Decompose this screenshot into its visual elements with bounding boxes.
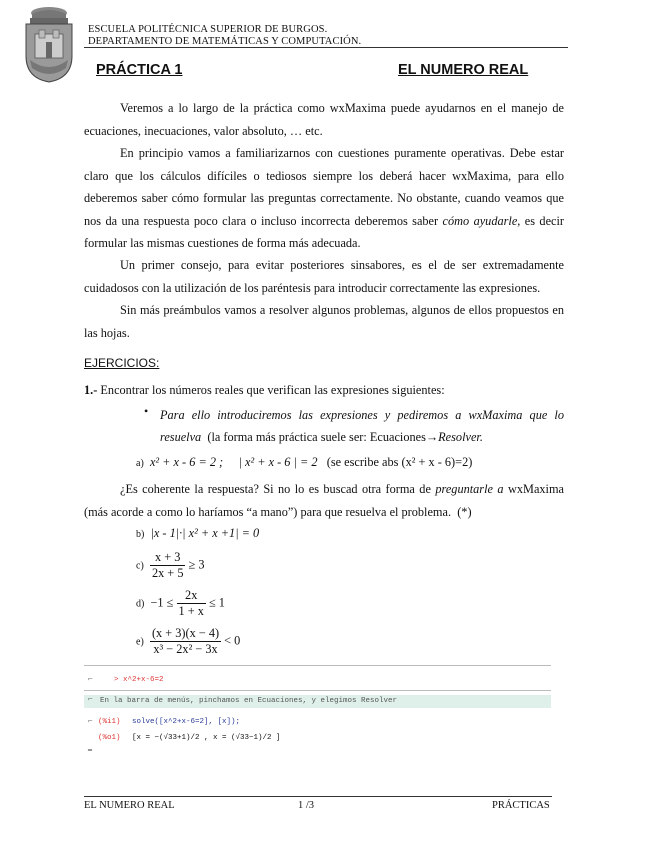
- topic-title: EL NUMERO REAL: [398, 62, 529, 78]
- wx-input-label: (%i1): [98, 718, 121, 726]
- header-department: DEPARTAMENTO DE MATEMÁTICAS Y COMPUTACIÓN.: [88, 36, 362, 47]
- cursor-mark-icon: ‗: [88, 742, 92, 751]
- wx-output-label: (%o1): [98, 734, 121, 742]
- practice-title: PRÁCTICA 1: [96, 62, 183, 78]
- bullet-instruction: Para ello introduciremos las expresiones y pediremos a wxMaxima que lo resuelva (la forma más práctica suele ser: Ecuaciones→Resolver.: [160, 408, 564, 444]
- emphasis-como-ayudarle: cómo ayudarle: [442, 213, 518, 228]
- paragraph-intro: Veremos a lo largo de la práctica como wxMaxima puede ayudarnos en el manejo de ecuaciones, inecuaciones, valor absoluto, … etc.: [84, 101, 564, 138]
- footer-rule: [84, 796, 552, 797]
- wx-top-rule: [84, 665, 551, 666]
- paragraph-operational: En principio vamos a familiarizarnos con cuestiones puramente operativas. Debe estar claro que los cálculos difíciles o tediosos siempre los deberá hacer wxMaxima, para ello deberemos saber cómo formular las preguntas correctamente. No obstante, cuando veamos que nos da una respuesta poco clara o incluso incorrecta deberemos saber cómo ayudarle, es decir formular las mismas cuestiones de forma más adecuada.: [84, 146, 565, 250]
- item-e: e) $\frac{(x + 3)(x - 4)}{\text{x³ − 2x² − 3x}}$ < 0: [136, 626, 241, 656]
- footer-left: EL NUMERO REAL: [84, 800, 175, 811]
- cell-bracket-icon: ⌐: [88, 716, 93, 725]
- header-school: ESCUELA POLITÉCNICA SUPERIOR DE BURGOS.: [88, 24, 328, 35]
- wx-input-line: > x^2+x-6=2: [114, 676, 164, 684]
- cell-bracket-icon: ⌐: [88, 674, 93, 683]
- footer-right: PRÁCTICAS: [492, 800, 550, 811]
- paragraph-coherent: ¿Es coherente la respuesta? Si no lo es buscad otra forma de preguntarle a wxMaxima (más acorde a como lo haríamos “a mano”) para que resuelva el problema. (*): [84, 482, 564, 519]
- paragraph-preamble: Sin más preámbulos vamos a resolver algunos problemas, algunos de ellos propuestos en las hojas.: [84, 303, 564, 340]
- paragraph-advice: Un primer consejo, para evitar posteriores sinsabores, es el de ser extremadamente cuidadosos con la utilización de los paréntesis para introducir correctamente las expresiones.: [84, 258, 564, 295]
- exercise-1-statement: 1.- Encontrar los números reales que verifican las expresiones siguientes:: [84, 383, 445, 397]
- wxmaxima-session-screenshot: [84, 664, 551, 754]
- item-c: c) $\frac{x + 3}{2x + 5}$ ≥ 3: [136, 550, 205, 580]
- wx-separator: [84, 690, 551, 691]
- wx-output-value: [x = −(√33+1)/2 , x = (√33−1)/2 ]: [132, 734, 281, 742]
- footer-page-number: 1 /3: [298, 800, 315, 811]
- wx-input-command: solve([x^2+x-6=2], [x]);: [132, 718, 241, 726]
- wx-comment-text: En la barra de menús, pinchamos en Ecuaciones, y elegimos Resolver: [100, 697, 398, 705]
- arrow-icon: →: [425, 430, 439, 444]
- exercise-number: 1.-: [84, 383, 98, 397]
- item-d: d) −1 ≤ $\frac{2x}{1 + x}$ ≤ 1: [136, 588, 225, 618]
- cell-bracket-icon: ⌐: [88, 694, 93, 703]
- item-a: a) x² + x - 6 = 2 ; | x² + x - 6 | = 2 (se escribe abs (x² + x - 6)=2): [136, 455, 473, 469]
- section-heading-ejercicios: EJERCICIOS:: [84, 356, 160, 370]
- university-crest-logo: [20, 4, 78, 84]
- header-rule: [84, 47, 568, 48]
- item-b: b) |x - 1|·| x² + x +1| = 0: [136, 526, 260, 540]
- bullet-dot-icon: •: [144, 404, 149, 418]
